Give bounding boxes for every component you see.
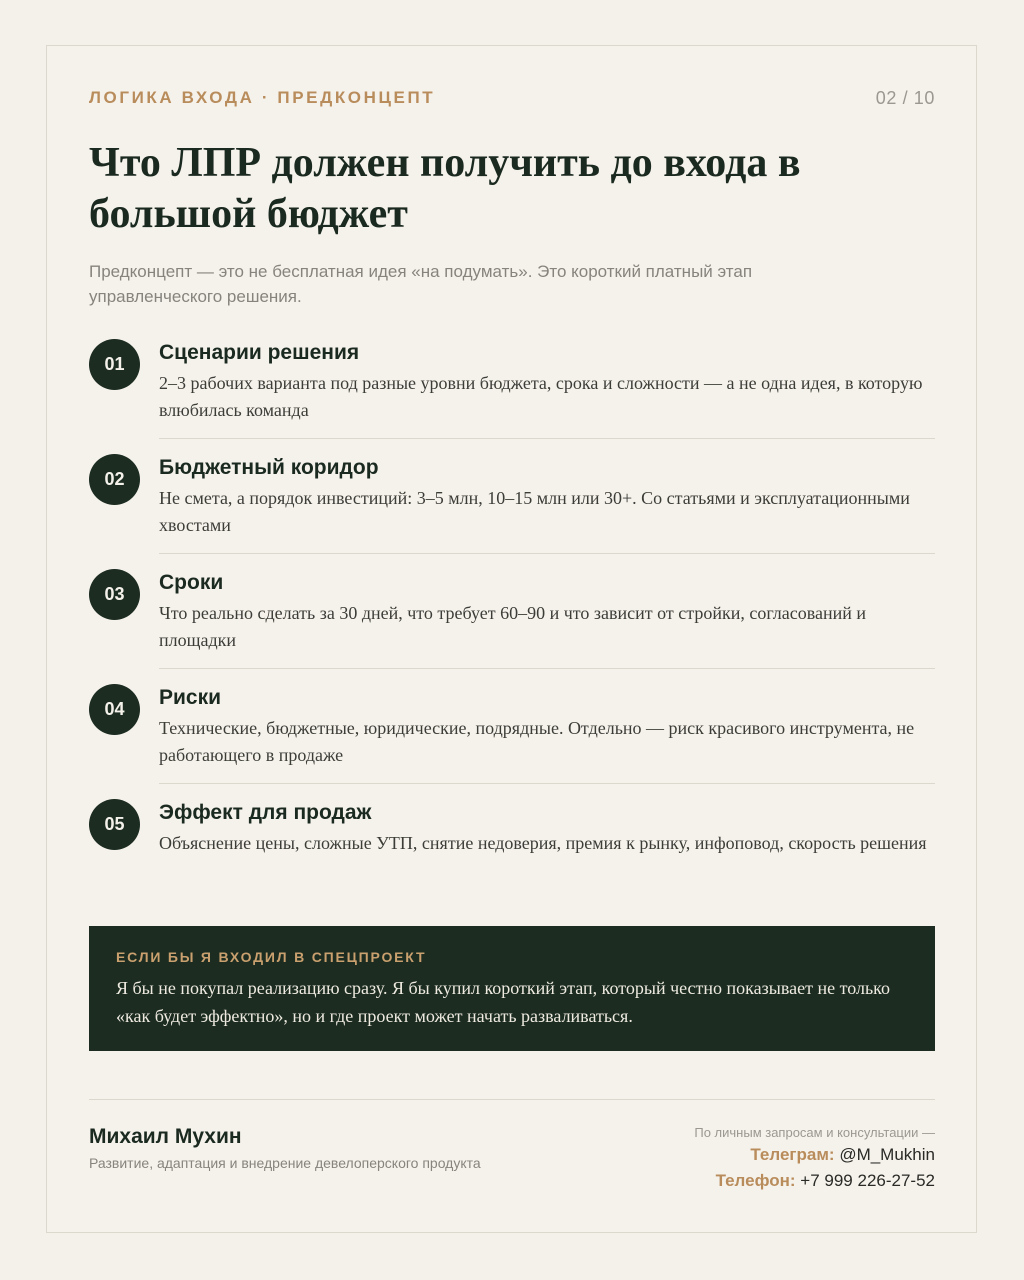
list-item <box>89 454 935 569</box>
section-kicker: ЛОГИКА ВХОДА · ПРЕДКОНЦЕПТ <box>89 88 436 107</box>
callout-box <box>89 926 935 1051</box>
list-item <box>89 339 935 454</box>
item-divider <box>159 553 935 554</box>
item-title: Эффект для продаж <box>159 801 372 824</box>
telegram-handle[interactable]: @M_Mukhin <box>839 1145 935 1164</box>
item-description: Не смета, а порядок инвестиций: 3–5 млн, 10–15 млн или 30+. Со статьями и эксплуатационными хвостами <box>159 488 910 535</box>
list-item <box>89 569 935 684</box>
phone-contact[interactable] <box>716 1171 935 1191</box>
phone-number[interactable]: +7 999 226-27-52 <box>800 1171 935 1190</box>
item-number-badge: 01 <box>89 339 140 390</box>
callout-label: ЕСЛИ БЫ Я ВХОДИЛ В СПЕЦПРОЕКТ <box>116 949 427 965</box>
item-divider <box>159 668 935 669</box>
item-description: 2–3 рабочих варианта под разные уровни бюджета, срока и сложности — а не одна идея, в которую влюбилась команда <box>159 373 923 420</box>
item-description: Технические, бюджетные, юридические, подрядные. Отдельно — риск красивого инструмента, не работающего в продаже <box>159 718 915 765</box>
item-title: Риски <box>159 686 222 709</box>
item-divider <box>159 783 935 784</box>
item-title: Сроки <box>159 571 224 594</box>
item-description: Объяснение цены, сложные УТП, снятие недоверия, премия к рынку, инфоповод, скорость решения <box>159 833 927 853</box>
intro-text: Предконцепт — это не бесплатная идея «на подумать». Это короткий платный этап управленческого решения. <box>89 262 753 306</box>
item-number-badge: 02 <box>89 454 140 505</box>
item-number-badge: 03 <box>89 569 140 620</box>
telegram-label: Телеграм: <box>750 1145 835 1164</box>
page-title: Что ЛПР должен получить до входа в большой бюджет <box>89 140 801 237</box>
footer-divider <box>89 1099 935 1100</box>
callout-text: Я бы не покупал реализацию сразу. Я бы купил короткий этап, который честно показывает не только «как будет эффектно», но и где проект может начать разваливаться. <box>116 978 890 1026</box>
telegram-contact[interactable] <box>750 1145 935 1165</box>
list-item <box>89 684 935 799</box>
page-number: 02 / 10 <box>875 88 935 108</box>
item-divider <box>159 438 935 439</box>
item-number-badge: 05 <box>89 799 140 850</box>
item-description: Что реально сделать за 30 дней, что требует 60–90 и что зависит от стройки, согласований и площадки <box>159 603 867 650</box>
list-item <box>89 799 935 914</box>
item-title: Сценарии решения <box>159 341 360 364</box>
deliverables-list <box>89 339 935 914</box>
phone-label: Телефон: <box>715 1171 796 1190</box>
contact-note: По личным запросам и консультации — <box>694 1125 935 1140</box>
item-title: Бюджетный коридор <box>159 456 379 479</box>
author-name: Михаил Мухин <box>89 1125 242 1148</box>
author-role: Развитие, адаптация и внедрение девелоперского продукта <box>89 1155 481 1171</box>
item-number-badge: 04 <box>89 684 140 735</box>
